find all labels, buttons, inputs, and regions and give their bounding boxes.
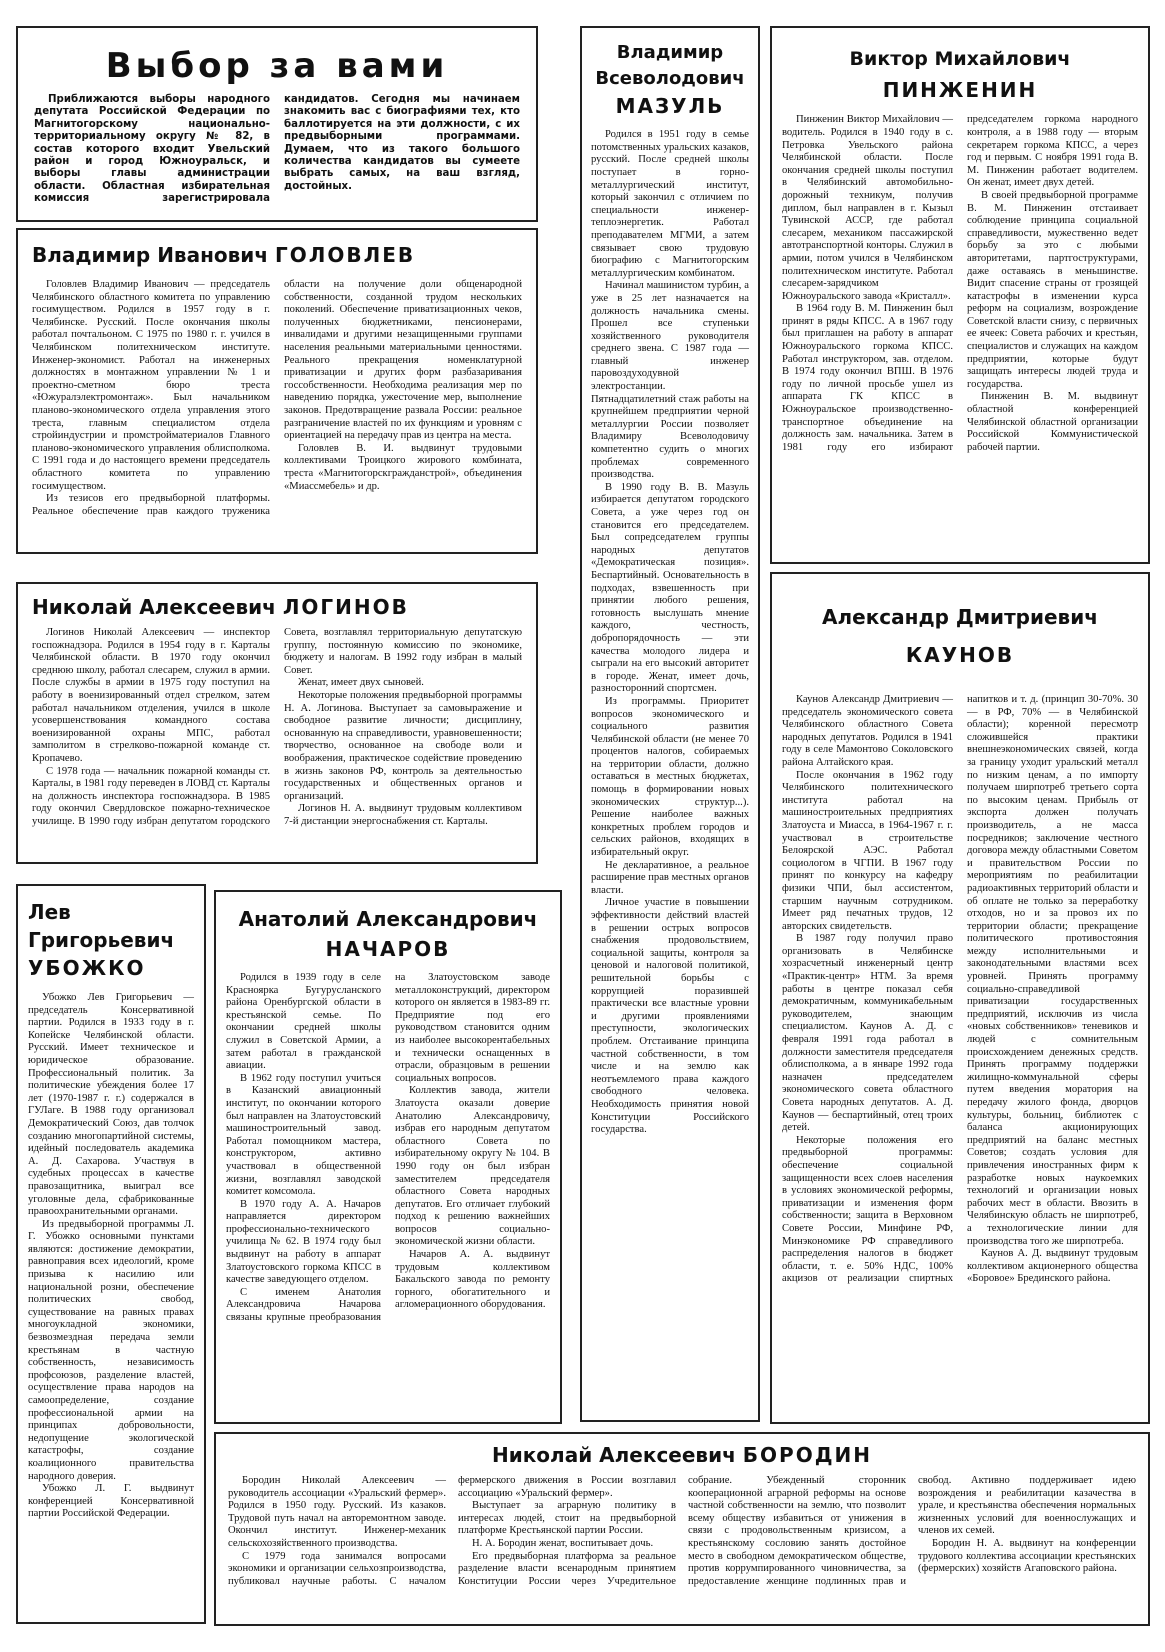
paragraph: Убожко Л. Г. выдвинут конференцией Консервативной партии Российской Федерации. [28,1483,194,1520]
article-body [782,114,1138,454]
paragraph: Головлев Владимир Иванович — председатель Челябинского областного комитета по управлению госимуществом. Родился в 1957 году в г. Челябинске. Русский. После окончания школы работал почтальоном. С 1975 по 1980 г. г. учился в Челябинском политехническом институте. Инженер-экономист. Работал на инженерных должностях в монтажном управлении № 1 и проектно-сметном бюро треста «Южуралэлектромонтаж». Был начальником планово-экономического отдела управления этого треста, главным специалистом отдела стройиндустрии и промстройматериалов Главного планово-экономического управления облисполкома. С 1991 года и до настоящего времени председатель областного комитета по управлению госимуществом. [32,279,270,492]
surname: КАУНОВ [905,643,1015,667]
surname: ЛОГИНОВ [282,595,409,619]
paragraph: Из программы. Приоритет вопросов экономического и социального развития Челябинской области (не менее 70 процентов налогов, собираемых на территории области, должно оставаться в местных бюджетах, помощь в формировании новых экономических структур...). Решение наиболее важных конкретных проблем городов и сельских районов, входящих в избирательный округ. [591,695,749,859]
paragraph: Начаров А. А. выдвинут трудовым коллективом Бакальского завода по ремонту горного, обогатительного и агломерационного оборудования. [395,1249,550,1311]
paragraph: Бородин Н. А. выдвинут на конференции трудового коллектива ассоциации крестьянских (фермерских) хозяйств Агаповского района. [918,1537,1136,1575]
intro-text: Приближаются выборы народного депутата Российской Федерации по Магнитогорскому национально-территориальному округу № 82, в состав которого входит Увельский район и город Южноуральск, и выборы главы администрации области. Областная избирательная комиссия зарегистрировала кандидатов. Сегодня мы начинаем знакомить вас с биографиями тех, кто баллотируется на эти должности, с их предвыборными программами. Думаем, что из такого большого количества кандидатов вы сумеете выбрать самых, на ваш взгляд, достойных. [34,94,520,205]
article-pinzhenin [770,26,1150,564]
article-ubozhko [16,884,206,1624]
paragraph: Не декларативное, а реальное расширение прав местных органов власти. [591,859,749,896]
paragraph: Коллектив завода, жители Златоуста оказали доверие Анатолию Александровичу, избрав его народным депутатом областного Совета по избирательному округу № 104. В 1990 году он был избран заместителем председателя областного Совета народных депутатов. Его отличает глубокий подход к решению важнейших вопросов социально-экономической жизни области. [395,1085,550,1248]
candidate-name-ubozhko [28,898,194,982]
intro-headline: Выбор за вами [105,46,449,86]
article-body [32,627,522,829]
intro-text-block [34,94,520,206]
paragraph: Женат, имеет двух сыновей. [298,677,424,689]
article-body [591,129,749,1137]
candidate-name-golovlev [32,244,522,267]
paragraph: Головлев В. И. выдвинут трудовыми коллективами Троицкого жирового комбината, треста «Магнитогорскгражданстрой», объединения «Миассмебель» и др. [284,442,522,492]
paragraph: Некоторые положения предвыборной программы Н. А. Логинова. Выступает за самовыражение и свободное развитие личности; дисциплину, основанную на справедливости, уравновешенности; творчество, основанное на свободе воли и воображения, практическое содействие проведению в жизнь законов РФ, контроль за деятельностью государственных и общественных органов и организаций. [284,689,522,802]
paragraph: Убожко Лев Григорьевич — председатель Консервативной партии. Родился в 1933 году в г. Копейске Челябинской области. Русский. Имеет техническое и юридическое образование. Профессиональный политик. За политические убеждения более 17 лет (1970-1987 г. г.) содержался в ГУЛаге. В 1988 году организовал Демократический Союз, дав толчок созданию многопартийной системы, идейный последователь академика А. Д. Сахарова. Участвуя в судебных процессах в качестве правозащитника, выиграл все уголовные дела, сфабрикованные правоохранительными органами. [28,992,194,1218]
article-borodin [214,1432,1150,1626]
middle-name: Григорьевич [28,928,175,952]
candidate-name-borodin [228,1444,1136,1467]
paragraph: В 1987 году получил право организовать в Челябинске хозрасчетный инженерный центр «Практик-центр» НТМ. За время работы в центре показал себя демократичным, коммуникабельным руководителем, знающим специалистом. Каунов А. Д. с февраля 1991 года работал в должности заместителя председателя облисполкома, а в январе 1992 года назначен председателем экономического совета областного Совета народных депутатов. А. Д. Каунов — беспартийный, отец троих детей. [782,933,953,1134]
paragraph: В 1970 году А. А. Начаров направляется директором профессионально-технического училища № 62. В 1974 году был выдвинут на работу в аппарат Златоустовского горкома КПСС в качестве заведующего отделом. [226,1198,381,1286]
paragraph: Выступает за аграрную политику в интересах людей, стоит на предвыборной платформе Крестьянской партии России. [458,1500,676,1537]
paragraph: Пинженин В. М. выдвинут областной конференцией Челябинской областной организации Российской Коммунистической рабочей партии. [967,391,1138,453]
surname: ПИНЖЕНИН [882,78,1038,103]
article-golovlev [16,228,538,554]
paragraph: В 1990 году В. В. Мазуль избирается депутатом городского Совета, а уже через год он становится его председателем. Был сопредседателем группы народных депутатов «Демократическая позиция». Беспартийный. Основательность в подходах, взвешенность при принятии любого решения, готовность выслушать мнение каждого, честность, добропорядочность — эти качества молодого лидера и сыграли на его высокий авторитет в городе. Женат, имеет дочь, разносторонний спортсмен. [591,481,749,695]
paragraph: Каунов А. Д. выдвинут трудовым коллективом акционерного общества «Боровое» Брединского района. [967,1248,1138,1285]
candidate-name-mazul [591,40,749,121]
middle-name: Всеволодович [595,68,745,90]
surname: БОРОДИН [742,1443,872,1467]
paragraph: После окончания в 1962 году Челябинского политехнического института работал на машиностроительных предприятиях Златоуста и Миасса, в 1964-1967 г. г. участвовал в строительстве Белоярской АЭС. Работал социологом в ЧГПИ. В 1967 году принят по конкурсу на кафедру физики ЧПИ, был ассистентом, старшим научным сотрудником. Имеет ряд печатных трудов, 12 авторских свидетельств. [782,769,953,932]
paragraph: Каунов Александр Дмитриевич — председатель экономического совета Челябинского областного Совета народных депутатов. Родился в 1941 году в селе Мамонтово Соколовского района Алтайского края. [782,694,953,768]
paragraph: С именем Анатолия Александровича Начарова связаны крупные преобразования на Златоустовском заводе металлоконструкций, директором которого он является в 1983-89 гг. Предприятие под его руководством становится одним из наиболее высокорентабельных и технически оснащенных в отрасли, образцовым в решении социальных вопросов. [226,972,550,1324]
paragraph: Логинов Николай Алексеевич — инспектор госпожнадзора. Родился в 1954 году в г. Карталы Челябинской области. В 1970 году окончил среднюю школу, работал слесарем, служил в армии. После службы в армии в 1975 году поступил на работу в военизированный отдел стрелком, затем работал начальником отделения, учился в школе усовершенствования командного состава военизированной охраны МПС, работал замполитом в стрелково-пожарной команде ст. Кропачево. [32,627,270,764]
intro-box [16,26,538,222]
paragraph: Личное участие в повышении эффективности действий властей в решении острых вопросов снабжения продовольствием, социальной защиты, контроля за ценовой и налоговой политикой, решительной борьбы с коррупцией поразившей практически все властные уровни и другими проявлениями преступности, экологических проблем. Отстаивание принципа частной собственности, в том числе и на землю как неотъемлемого права каждого свободного человека. Необходимость принятия новой Конституции Российского государства. [591,897,749,1136]
first-name: Владимир Иванович [32,243,269,267]
article-mazul [580,26,760,1422]
article-body [28,992,194,1521]
paragraph: Н. А. Бородин женат, воспитывает дочь. [472,1537,654,1549]
paragraph: В 1964 году В. М. Пинженин был принят в ряды КПСС. А в 1967 году был приглашен на работу в аппарат Южноуральского горкома КПСС. Работал инструктором, зав. отделом. В 1974 году окончил ВПШ. В 1976 году по личной просьбе ушел из аппарата ГК КПСС в Южноуральское производственно-транспортное объединение на должность зам. начальника. Затем в 1981 году его избирают председателем горкома народного контроля, а в 1988 году — вторым секретарем горкома КПСС, а через год и первым. С ноября 1991 года В. М. Пинженин работает водителем. Он женат, имеет двух детей. [782,114,1138,453]
candidate-name-nacharov [226,904,550,964]
paragraph: Его предвыборная платформа за реальное разделение власти всенародным принятием Конституции России через Учредительное собрание. Убежденный сторонник кооперационной аграрной реформы на основе частной собственности на землю, что позволит всему обществу избавиться от унижения в связи с продовольственным кризисом, а крестьянскому сословию занять достойное место в свободном демократическом обществе, против коррумпированного чиновничества, за предоставление женщине подлинных прав и свобод. Активно поддерживает идею возрождения и реабилитации казачества в урале, и крестьянства обеспечения нормальных жизненных условий для военнослужащих и членов их семей. [458,1475,1136,1587]
candidate-name-kaunov [782,598,1138,674]
surname: УБОЖКО [28,956,146,980]
paragraph: Родился в 1939 году в селе Красноярка Бугурусланского района Оренбургской области в крестьянской семье. По окончании средней школы служил в Советской Армии, а затем работал в гражданской авиации. [226,972,381,1072]
first-name: Анатолий Александрович [238,907,538,931]
paragraph: Из тезисов его предвыборной платформы. Реальное обеспечение прав каждого труженика области на получение доли общенародной собственности, созданной трудом нескольких поколений. Обеспечение приватизационных чеков, полученных бюджетниками, пенсионерами, инвалидами и другими незащищенными группами населения реальными материальными ценностями. Реального прекращения номенклатурной приватизации и других форм разбазаривания госсобственности. Необходима реализация мер по наведению порядка, ужесточение мер, выполнение законов. Предотвращение развала России: реальное разграничение властей по их функциям и уровням с ориентацией на передачу прав из центра на места. [32,279,522,517]
paragraph: Пинженин Виктор Михайлович — водитель. Родился в 1940 году в с. Петровка Увельского района Челябинской области. После окончания средней школы поступил в Челябинский автомобильно-дорожный техникум, получив диплом, был направлен в г. Кызыл Тувинской АССР, где работал слесарем, механиком пассажирской автотранспортной конторы. Служил в армии, потом учился в Челябинском политехническом институте. Работал слесарем-зарядчиком Южноуральского завода «Кристалл». [782,114,953,302]
article-body [226,972,550,1325]
first-name: Виктор Михайлович [849,48,1071,70]
first-name: Лев [28,900,71,924]
paragraph: С 1978 года — начальник пожарной команды ст. Карталы, в 1981 году переведен в ЛОВД ст. Карталы на должность инспектора госпожнадзора. В 1985 году окончил Свердловское пожарно-техническое училище. В 1990 году избран депутатом городского Совета, возглавлял территориальную депутатскую группу, постоянную комиссию по экономике, бюджету и налогам. В 1992 году избран в малый Совет. [32,627,522,827]
candidate-name-loginov [32,596,522,619]
paragraph: Родился в 1951 году в семье потомственных уральских казаков, русский. После средней школы поступает в горно-металлургический институт, который закончил с отличием по специальности инженер-теплоэнергетик. Работал преподавателем МГМИ, а затем связывает свою трудовую биографию с Магнитогорским металлургическим комбинатом. [591,129,749,279]
surname: ГОЛОВЛЕВ [275,243,416,267]
paragraph: В 1962 году поступил учиться в Казанский авиационный институт, по окончании которого был направлен на Златоустовский машиностроительный завод. Работал помощником мастера, конструктором, активно участвовал в общественной жизни, возглавлял заводской комитет комсомола. [226,1072,381,1198]
first-name: Владимир [616,42,724,63]
surname: МАЗУЛЬ [615,94,725,119]
paragraph: Бородин Николай Алексеевич — руководитель ассоциации «Уральский фермер». Родился в 1950 году. Русский. Из казаков. Трудовой путь начал на авторемонтном заводе. Окончил институт. Инженер-механик сельскохозяйственного производства. [228,1475,446,1549]
article-body [782,694,1138,1286]
paragraph: В своей предвыборной программе В. М. Пинженин отстаивает соблюдение принципа социальной справедливости, мужественно ведет борьбу за это с любыми авторитетами, партгоструктурами, даже оставаясь в меньшинстве. Видит спасение страны от грозящей катастрофы в изменении курса реформ на социализм, возрождение Советской власти снизу, с первичных ее ячеек: Совета рабочих и крестьян, специалистов и служащих на каждом предприятии, которые будут защищать интересы людей труда и государства. [967,189,1138,390]
paragraph: Некоторые положения его предвыборной программы: обеспечение социальной защищенности всех слоев населения в условиях экономической реформы, приватизации и изменения форм собственности; защита в Верховном Совете России, Минфине РФ, Минэкономике РФ справедливого распределения налогов в бюджет области, т. е. 50% НДС, 100% акцизов от реализации спиртных напитков и т. д. (принцип 30-70%. 30 — в РФ, 70% — в Челябинской области); коренной пересмотр сложившейся практики внешнеэкономических связей, когда за границу уходит уральский металл по низким ценам, а по импорту получаем ширпотреб третьего сорта по высоким ценам. Прибыль от экспорта должен получать производитель, а не масса посредников; заключение честного договора между областными Советом и правительством России по мероприятиям по реабилитации радиоактивных территорий области и об оплате не только за переработку отходов, но и за провоз их по территории области; прекращение политического противостояния между исполнительными и законодательными властями всех уровней. Принять программу социально-справедливой приватизации государственных предприятий, исключив из числа «новых собственников» теневиков и людей с сомнительным происхождением денежных средств. Принять программу поддержки жилищно-коммунальной сферы путем введения моратория на передачу жилого фонда, дворцов культуры, больниц, библиотек с баланса акционирующих предприятий на баланс местных Советов; создать условия для привлечения иностранных фирм к разработке новых наукоемких технологий и организации новых рабочих мест в области. Ввозить в Челябинскую область не ширпотреб, а технологические линии для производства того же ширпотреба. [782,694,1138,1285]
first-name: Александр Дмитриевич [822,605,1098,629]
first-name: Николай Алексеевич [491,1443,736,1467]
article-nacharov [214,890,562,1424]
paragraph: С 1979 года занимался вопросами экономики и организации сельхозпроизводства, публиковал научные работы. С началом фермерского движения в России возглавил ассоциацию «Уральский фермер». [228,1475,676,1587]
paragraph: Из предвыборной программы Л. Г. Убожко основными пунктами являются: достижение демократии, равноправия всех идеологий, кроме призыва к насилию или национальной розни, обеспечение политических свобод, существование на равных правах многоукладной экономики, безвозмездная передача земли крестьянам в частную собственность, независимость профсоюзов, разделение властей, осуществление права народов на самоопределение, создание профессиональной армии на принципах добровольности, недопущение экологической катастрофы, создание коалиционного правительства народного доверия. [28,1218,194,1482]
paragraph: Логинов Н. А. выдвинут трудовым коллективом 7-й дистанции энергоснабжения ст. Карталы. [284,803,522,827]
article-loginov [16,582,538,864]
article-body [228,1475,1136,1588]
first-name: Николай Алексеевич [32,595,276,619]
surname: НАЧАРОВ [325,937,451,961]
candidate-name-pinzhenin [782,44,1138,106]
paragraph: Начинал машинистом турбин, а уже в 25 лет назначается на должность начальника смены. Прошел все ступеньки хозяйственного руководителя среднего звена. С 1987 года — главный инженер паровоздуходувной электростанции. Пятнадцатилетний стаж работы на крупнейшем предприятии черной металлургии России позволяет Владимиру Всеволодовичу компетентно судить о многих проблемах современного производства. [591,280,749,481]
article-body [32,279,522,518]
article-kaunov [770,572,1150,1424]
